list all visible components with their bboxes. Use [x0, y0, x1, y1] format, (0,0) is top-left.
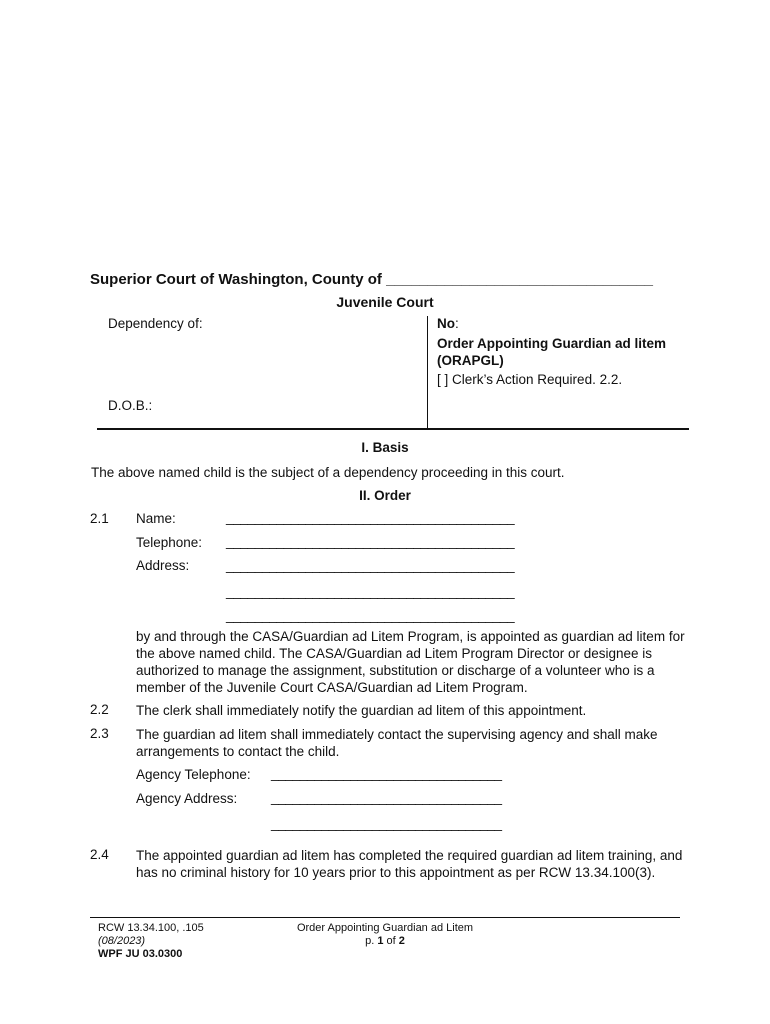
- item-number: 2.2: [90, 702, 109, 717]
- telephone-label: Telephone:: [136, 535, 203, 550]
- agency-telephone-field[interactable]: ________________________________: [271, 766, 502, 781]
- order-title: Order Appointing Guardian ad litem (ORAPGL): [437, 336, 667, 368]
- page-of: of: [383, 935, 399, 947]
- footer-title-block: [270, 922, 500, 948]
- address-label: Address:: [136, 558, 190, 573]
- juvenile-court-heading: Juvenile Court: [336, 294, 434, 310]
- agency-address-field-line-2[interactable]: ________________________________: [271, 816, 502, 831]
- footer-rule: [90, 917, 680, 918]
- name-field[interactable]: ________________________________________: [226, 510, 515, 525]
- page-number: [270, 935, 500, 948]
- page-total: 2: [398, 935, 405, 947]
- clerk-action-checkbox[interactable]: [ ] Clerk’s Action Required. 2.2.: [437, 372, 623, 387]
- telephone-field[interactable]: ________________________________________: [226, 534, 515, 549]
- caption-rule: [97, 428, 689, 430]
- case-number-label-text: No: [437, 316, 455, 331]
- appointment-text: by and through the CASA/Guardian ad Litem Program, is appointed as guardian ad litem for the above named child. The CASA/Guardian ad Litem Program Director or designee is authorized to manage the assignment, substitution or discharge of a volunteer who is a member of the Juvenile Court CASA/Guardian ad Litem Program.: [136, 629, 685, 695]
- case-number-label: [437, 316, 459, 331]
- clerk-notify-text: The clerk shall immediately notify the guardian ad litem of this appointment.: [136, 703, 587, 718]
- caption-divider: [427, 316, 428, 428]
- name-label: Name:: [136, 511, 176, 526]
- section-basis-heading: I. Basis: [361, 440, 409, 455]
- section-order-heading: II. Order: [359, 488, 411, 503]
- item-number: 2.1: [90, 511, 109, 526]
- contact-agency-text: The guardian ad litem shall immediately contact the supervising agency and shall make arrangements to contact the child.: [136, 727, 658, 759]
- court-title: Superior Court of Washington, County of ________________________________: [90, 271, 654, 288]
- footer-date: (08/2023): [98, 935, 146, 947]
- footer-rcw: RCW 13.34.100, .105: [98, 922, 204, 934]
- agency-telephone-label: Agency Telephone:: [136, 767, 251, 782]
- item-number: 2.4: [90, 847, 109, 862]
- agency-address-field-line-1[interactable]: ________________________________: [271, 790, 502, 805]
- address-field-line-1[interactable]: ________________________________________: [226, 558, 515, 573]
- address-field-line-3[interactable]: ________________________________________: [226, 608, 515, 623]
- dependency-of-label: Dependency of:: [108, 316, 203, 331]
- basis-text: The above named child is the subject of a dependency proceeding in this court.: [91, 465, 565, 480]
- footer-form-id: WPF JU 03.0300: [98, 948, 183, 960]
- case-number-colon: :: [455, 316, 459, 331]
- page-prefix: p.: [365, 935, 378, 947]
- page-current: 1: [377, 935, 384, 947]
- footer-title: Order Appointing Guardian ad Litem: [296, 922, 474, 934]
- dob-label: D.O.B.:: [108, 398, 153, 413]
- training-text: The appointed guardian ad litem has completed the required guardian ad litem training, and has no criminal history for 10 years prior to this appointment as per RCW 13.34.100(3).: [136, 848, 683, 880]
- address-field-line-2[interactable]: ________________________________________: [226, 584, 515, 599]
- item-number: 2.3: [90, 726, 109, 741]
- agency-address-label: Agency Address:: [136, 791, 238, 806]
